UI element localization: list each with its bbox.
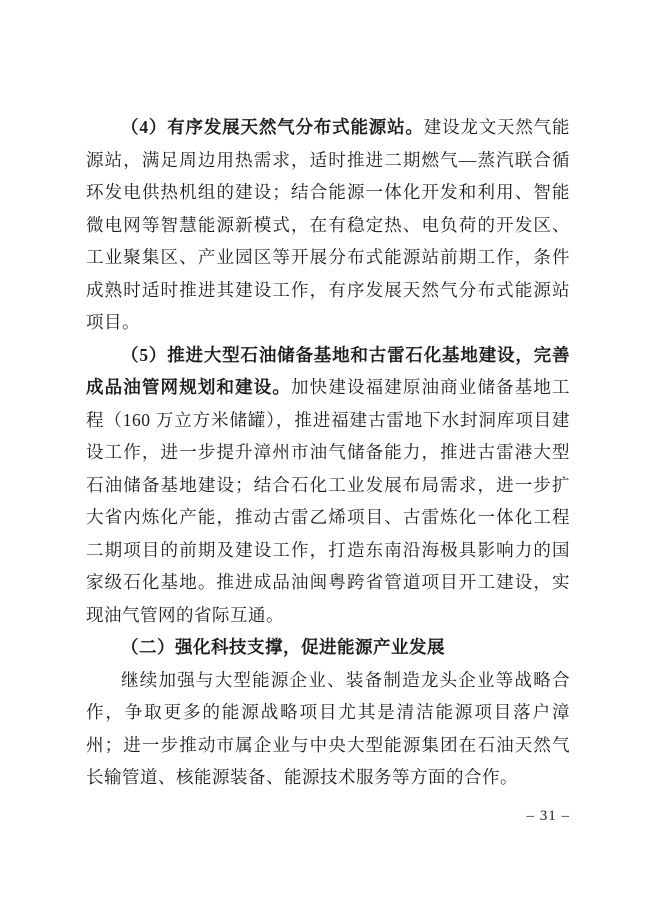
paragraph-item-5 [86, 339, 570, 632]
paragraph-item-4 [86, 111, 570, 339]
paragraph-cooperation-text: 继续加强与大型能源企业、装备制造龙头企业等战略合作，争取更多的能源战略项目尤其是清洁能源项目落户漳州；进一步推动市属企业与中央大型能源集团在石油天然气长输管道、核能源装备、能源技术服务等方面的合作。 [86, 669, 570, 787]
paragraph-item-5-text: 加快建设福建原油商业储备基地工程（160 万立方米储罐），推进福建古雷地下水封洞库项目建设工作，进一步提升漳州市油气储备能力，推进古雷港大型石油储备基地建设；结合石化工业发展布局需求，进一步扩大省内炼化产能，推动古雷乙烯项目、古雷炼化一体化工程二期项目的前期及建设工作，打造东南沿海极具影响力的国家级石化基地。推进成品油闽粤跨省管道项目开工建设，实现油气管网的省际互通。 [86, 377, 571, 625]
paragraph-item-4-text: 建设龙文天然气能源站，满足周边用热需求，适时推进二期燃气—蒸汽联合循环发电供热机组的建设；结合能源一体化开发和利用、智能微电网等智慧能源新模式，在有稳定热、电负荷的开发区、工业聚集区、产业园区等开展分布式能源站前期工作，条件成熟时适时推进其建设工作，有序发展天然气分布式能源站项目。 [86, 117, 571, 332]
document-body [86, 111, 570, 794]
paragraph-cooperation [86, 664, 570, 794]
section-heading-2-text: （二）强化科技支撑，促进能源产业发展 [121, 637, 445, 657]
page-number: – 31 – [526, 808, 570, 824]
paragraph-item-5-lead: （5）推进大型石油储备基地和古雷石化基地建设，完善成品油管网规划和建设。 [86, 344, 570, 397]
section-heading-2 [86, 631, 570, 664]
paragraph-item-4-lead: （4）有序发展天然气分布式能源站。 [121, 117, 424, 137]
